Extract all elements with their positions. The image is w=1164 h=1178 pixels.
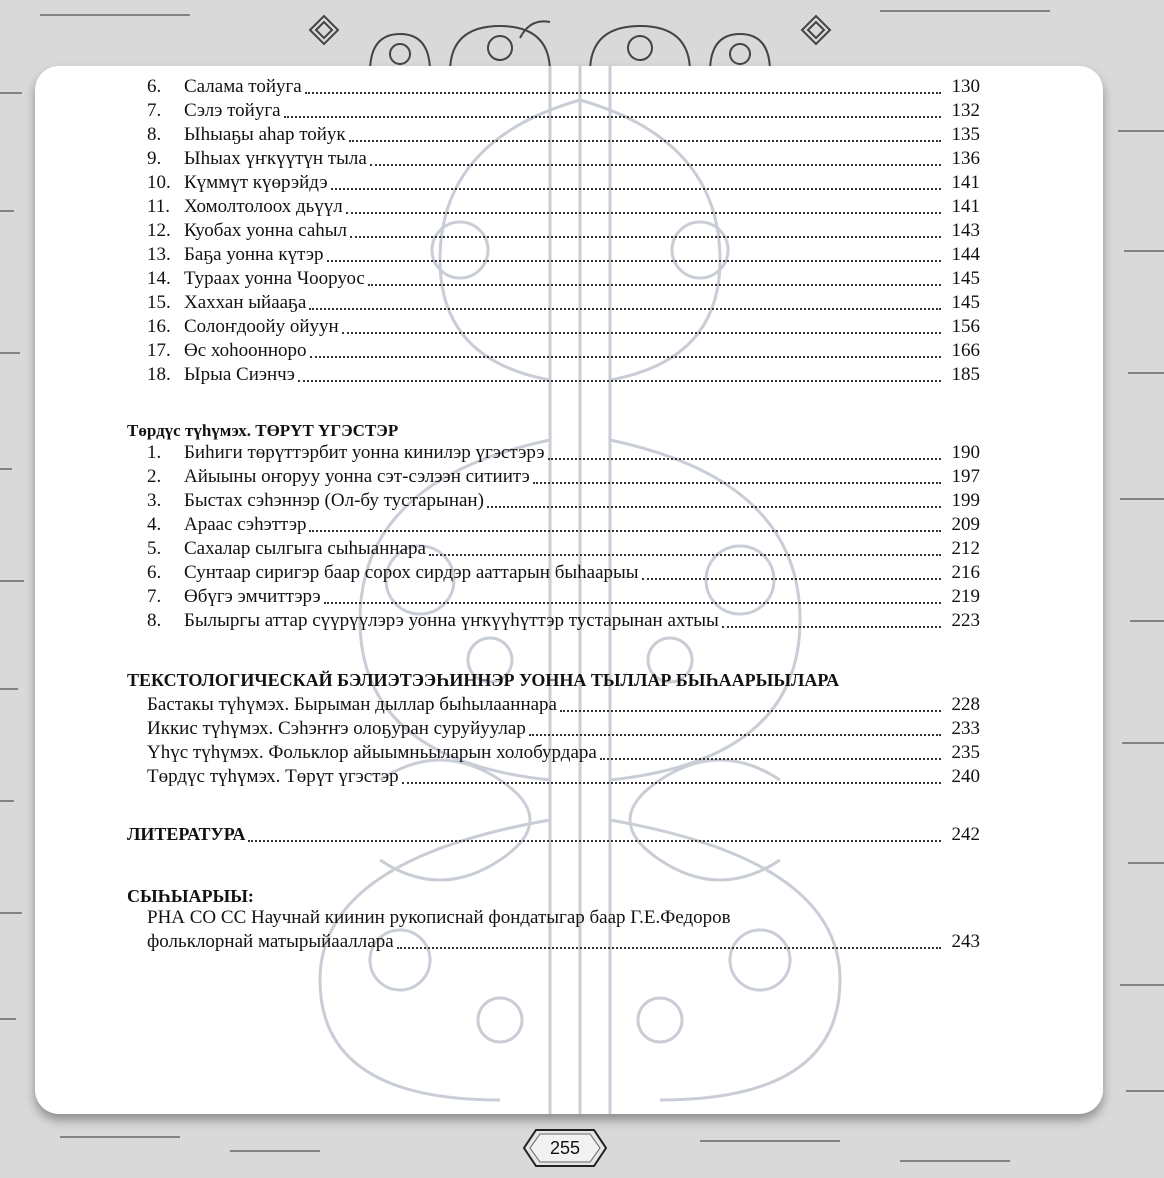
entry-page: 240 xyxy=(951,766,980,787)
leader-dots xyxy=(305,86,941,94)
leader-dots xyxy=(350,230,941,238)
entry-page: 219 xyxy=(951,586,980,607)
entry-page: 156 xyxy=(951,316,980,337)
entry-title: Баҕа уонна күтэр xyxy=(184,244,324,265)
entry-title: Өбүгэ эмчиттэрэ xyxy=(184,586,321,607)
toc-entry[interactable] xyxy=(147,610,980,634)
entry-title: Тураах уонна Чооруос xyxy=(184,268,365,289)
entry-title: Хомолтолоох дьүүл xyxy=(184,196,343,217)
entry-number: 4. xyxy=(147,514,162,535)
entry-page: 132 xyxy=(951,100,980,121)
entry-page: 190 xyxy=(951,442,980,463)
entry-page: 209 xyxy=(951,514,980,535)
toc-entry[interactable] xyxy=(147,562,980,586)
entry-title: Араас сэһэттэр xyxy=(184,514,307,535)
entry-title: Күммүт күөрэйдэ xyxy=(184,172,328,193)
leader-dots xyxy=(284,110,941,118)
page-number-badge xyxy=(522,1128,608,1168)
entry-page: 136 xyxy=(951,148,980,169)
leader-dots xyxy=(397,941,941,949)
entry-number: 17. xyxy=(147,340,171,361)
entry-title: фольклорнай матырыйааллара xyxy=(147,931,394,952)
toc-entry[interactable] xyxy=(147,538,980,562)
entry-title: Ыһыаҕы аһар тойук xyxy=(184,124,346,145)
toc-entry[interactable] xyxy=(147,718,980,742)
entry-title: Хаххан ыйааҕа xyxy=(184,292,307,313)
entry-page: 235 xyxy=(951,742,980,763)
entry-page: 185 xyxy=(951,364,980,385)
entry-number: 2. xyxy=(147,466,162,487)
leader-dots xyxy=(368,278,941,286)
toc-entry[interactable] xyxy=(147,466,980,490)
top-ornament-icon xyxy=(290,8,850,72)
entry-title: ЛИТЕРАТУРА xyxy=(127,824,246,844)
entry-number: 6. xyxy=(147,562,162,583)
entry-number: 5. xyxy=(147,538,162,559)
leader-dots xyxy=(346,206,941,214)
entry-page: 243 xyxy=(951,931,980,952)
table-of-contents xyxy=(35,66,1103,1114)
section-heading: Төрдүс түһүмэх. ТӨРҮТ ҮГЭСТЭР xyxy=(127,421,399,440)
leader-dots xyxy=(327,254,941,262)
entry-title: Ыһыах үҥкүүтүн тыла xyxy=(184,148,367,169)
entry-page: 216 xyxy=(951,562,980,583)
entry-number: 18. xyxy=(147,364,171,385)
appendix-text: РНА СО СС Научнай киинин рукописнай фондатыгар баар Г.Е.Федоров xyxy=(147,907,731,928)
entry-number: 7. xyxy=(147,100,162,121)
leader-dots xyxy=(349,134,941,142)
entry-page: 166 xyxy=(951,340,980,361)
leader-dots xyxy=(560,704,941,712)
toc-entry[interactable] xyxy=(147,76,980,100)
toc-entry[interactable] xyxy=(147,124,980,148)
entry-number: 15. xyxy=(147,292,171,313)
entry-title: Төрдүс түһүмэх. Төрүт үгэстэр xyxy=(147,766,399,787)
entry-page: 144 xyxy=(951,244,980,265)
entry-number: 6. xyxy=(147,76,162,97)
entry-page: 223 xyxy=(951,610,980,631)
entry-page: 135 xyxy=(951,124,980,145)
leader-dots xyxy=(429,548,941,556)
toc-entry-literature[interactable] xyxy=(127,824,980,848)
entry-page: 212 xyxy=(951,538,980,559)
leader-dots xyxy=(324,596,941,604)
entry-title: Өс хоһоонноро xyxy=(184,340,307,361)
leader-dots xyxy=(310,350,941,358)
entry-number: 1. xyxy=(147,442,162,463)
entry-number: 8. xyxy=(147,610,162,631)
entry-title: Сэлэ тойуга xyxy=(184,100,281,121)
entry-title: Үһүс түһүмэх. Фольклор айыымньыларын холобурдара xyxy=(147,742,597,763)
toc-entry[interactable] xyxy=(147,694,980,718)
entry-title: Бастакы түһүмэх. Бырыман дыллар быһылааннара xyxy=(147,694,557,715)
toc-entry[interactable] xyxy=(147,742,980,766)
toc-entry[interactable] xyxy=(147,244,980,268)
entry-number: 10. xyxy=(147,172,171,193)
leader-dots xyxy=(722,620,941,628)
leader-dots xyxy=(600,752,941,760)
entry-page: 145 xyxy=(951,292,980,313)
leader-dots xyxy=(331,182,941,190)
toc-entry[interactable] xyxy=(147,586,980,610)
entry-title: Ырыа Сиэнчэ xyxy=(184,364,295,385)
entry-title: Солоҥдоойу ойуун xyxy=(184,316,339,337)
entry-page: 141 xyxy=(951,172,980,193)
entry-page: 143 xyxy=(951,220,980,241)
entry-page: 242 xyxy=(951,824,980,845)
leader-dots xyxy=(487,500,941,508)
entry-title: Сунтаар сиригэр баар сорох сирдэр ааттарын быһаарыы xyxy=(184,562,639,583)
leader-dots xyxy=(529,728,941,736)
section-heading: СЫҺЫАРЫЫ: xyxy=(127,886,254,906)
entry-title: Иккис түһүмэх. Сэһэҥҥэ олоҕуран суруйуулар xyxy=(147,718,526,739)
entry-page: 228 xyxy=(951,694,980,715)
toc-entry[interactable] xyxy=(147,931,980,955)
toc-entry[interactable] xyxy=(147,316,980,340)
entry-page: 233 xyxy=(951,718,980,739)
toc-entry[interactable] xyxy=(147,196,980,220)
leader-dots xyxy=(298,374,941,382)
entry-number: 14. xyxy=(147,268,171,289)
entry-number: 13. xyxy=(147,244,171,265)
entry-number: 9. xyxy=(147,148,162,169)
leader-dots xyxy=(248,834,941,842)
leader-dots xyxy=(370,158,941,166)
toc-entry[interactable] xyxy=(147,292,980,316)
entry-page: 141 xyxy=(951,196,980,217)
leader-dots xyxy=(402,776,941,784)
leader-dots xyxy=(548,452,942,460)
toc-entry[interactable] xyxy=(147,220,980,244)
toc-entry[interactable] xyxy=(147,172,980,196)
leader-dots xyxy=(309,524,941,532)
entry-title: Куобах уонна саһыл xyxy=(184,220,348,241)
section-heading: ТЕКСТОЛОГИЧЕСКАЙ БЭЛИЭТЭЭҺИННЭР УОННА ТЫЛЛАР БЫҺААРЫЫЛАРА xyxy=(127,670,840,690)
entry-number: 12. xyxy=(147,220,171,241)
toc-entry[interactable] xyxy=(147,268,980,292)
entry-page: 130 xyxy=(951,76,980,97)
leader-dots xyxy=(342,326,941,334)
entry-title: Былыргы аттар сүүрүүлэрэ уонна үҥкүүһүттэр тустарынан ахтыы xyxy=(184,610,719,631)
entry-number: 11. xyxy=(147,196,171,217)
toc-entry[interactable] xyxy=(147,766,980,790)
entry-title: Салама тойуга xyxy=(184,76,302,97)
entry-page: 197 xyxy=(951,466,980,487)
toc-entry[interactable] xyxy=(147,490,980,514)
page-number: 255 xyxy=(549,1137,581,1158)
entry-title: Биһиги төрүттэрбит уонна кинилэр үгэстэрэ xyxy=(184,442,545,463)
entry-title: Сахалар сылгыга сыһыаннара xyxy=(184,538,426,559)
entry-number: 8. xyxy=(147,124,162,145)
leader-dots xyxy=(642,572,941,580)
entry-title: Быстах сэһэннэр (Ол-бу тустарынан) xyxy=(184,490,484,511)
entry-page: 199 xyxy=(951,490,980,511)
toc-entry[interactable] xyxy=(147,364,980,388)
toc-entry[interactable] xyxy=(147,514,980,538)
toc-entry[interactable] xyxy=(147,340,980,364)
entry-page: 145 xyxy=(951,268,980,289)
content-card xyxy=(35,66,1103,1114)
entry-number: 7. xyxy=(147,586,162,607)
toc-entry[interactable] xyxy=(147,100,980,124)
entry-number: 3. xyxy=(147,490,162,511)
leader-dots xyxy=(309,302,941,310)
entry-title: Айыыны оҥоруу уонна сэт-сэлээн ситиитэ xyxy=(184,466,530,487)
toc-entry[interactable] xyxy=(147,148,980,172)
toc-entry[interactable] xyxy=(147,442,980,466)
leader-dots xyxy=(533,476,941,484)
entry-number: 16. xyxy=(147,316,171,337)
